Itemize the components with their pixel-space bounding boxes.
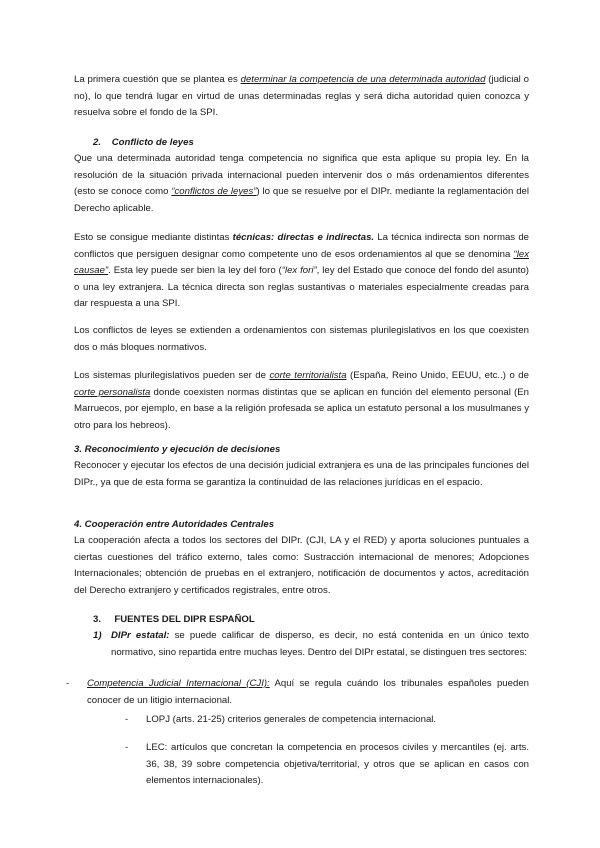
underlined-term: corte territorialista [269, 370, 347, 381]
text: , ley del Estado que conoce del fondo del asunto) o una ley extranjera. La técnica directa son reglas sustantivas o materiales especialmente creadas para dar respuesta a una SPI. [74, 265, 529, 310]
paragraph-cooperacion: La cooperación afecta a todos los sectores del DIPr. (CJI, LA y el RED) y aporta soluciones puntuales a ciertas cuestiones del tráfico externo, tales como: Sustracción internacional de menores; Adopciones Internacionales; obtención de pruebas en el extranjero, notificación de documentos y actos, acreditación del Derecho extranjero y certificados registrales, entre otros. [74, 535, 529, 596]
subsection-number: 1) [93, 630, 102, 641]
paragraph-tecnicas [74, 230, 529, 313]
text: Aquí se regula cuándo los tribunales españoles pueden conocer de un litigio internacional. [87, 678, 529, 706]
section-title: FUENTES DEL DIPR ESPAÑOL [114, 614, 255, 625]
section-number: 2. [93, 137, 102, 148]
subsection-text [111, 628, 529, 661]
section-heading-fuentes [93, 612, 548, 629]
section-heading-conflicto [93, 135, 548, 152]
text: Que una determinada autoridad tenga competencia no significa que esta aplique su propia ley. En la resolución de la situación privada internacional pueden intervenir dos o más ordenamientos diferentes (esto se conoce como [74, 153, 529, 198]
text: donde coexisten normas distintas que se aplican en función del elemento personal (En Marruecos, por ejemplo, en base a la religión profesada se aplica un estatuto personal a los musulmanes y otro para los hebreos). [74, 386, 529, 431]
underlined-term: “conflictos de leyes” [171, 186, 257, 198]
text: (España, Reino Unido, EEUU, etc..) o de [346, 370, 529, 381]
text: (judicial o no), lo que tendrá lugar en virtud de unas determinadas reglas y será dicha autoridad quien conozca y resuelva sobre el fondo de la SPI. [74, 74, 529, 119]
bullet-dash: - [125, 714, 129, 725]
bullet-dash: - [66, 678, 70, 689]
text: La primera cuestión que se plantea es [74, 74, 241, 85]
bold-term: técnicas: directas e indirectas. [232, 232, 375, 243]
section-number: 3. [93, 614, 102, 625]
section-heading-reconocimiento: 3. Reconocimiento y ejecución de decisiones [74, 444, 281, 455]
paragraph-sistemas [74, 368, 529, 434]
section-heading-cooperacion: 4. Cooperación entre Autoridades Centrales [74, 519, 275, 530]
paragraph-plurilegislativos: Los conflictos de leyes se extienden a ordenamientos con sistemas plurilegislativos en los que coexisten dos o más bloques normativos. [74, 325, 529, 353]
italic-term: “lex fori” [281, 265, 317, 277]
bullet-lec: LEC: artículos que concretan la competencia en procesos civiles y mercantiles (ej. arts. 36, 38, 39 sobre competencia objetiva/territorial, y otros que se aplican en casos con elementos internacionales). [146, 742, 529, 787]
text: La técnica indirecta son normas de conflictos que persiguen designar como competente uno de esos ordenamientos al que se denomina [74, 232, 529, 260]
paragraph-reconocimiento: Reconocer y ejecutar los efectos de una decisión judicial extranjera es una de las principales funciones del DIPr., ya que de esta forma se garantiza la continuidad de las relaciones jurídicas en el espacio. [74, 460, 529, 488]
text: . Esta ley puede ser bien la ley del foro ( [108, 265, 282, 277]
text: ) lo que se resuelve por el DIPr. mediante la reglamentación del Derecho aplicable. [74, 186, 529, 214]
underlined-term: determinar la competencia de una determinada autoridad [240, 74, 486, 85]
text: Los sistemas plurilegislativos pueden ser de [74, 370, 270, 381]
paragraph-conflicto [74, 151, 529, 217]
subsection-title: DIPr estatal: [111, 630, 170, 641]
section-title: Conflicto de leyes [111, 137, 194, 148]
bullet-dash: - [125, 742, 129, 753]
subsection-dipr-estatal [93, 628, 529, 661]
underlined-term: “lex causae” [74, 248, 529, 277]
bullet-cji [87, 676, 529, 709]
underlined-term: corte personalista [74, 386, 151, 398]
paragraph-competencia [74, 72, 529, 122]
text: Esto se consigue mediante distintas [74, 232, 233, 243]
bullet-lopj: LOPJ (arts. 21-25) criterios generales de competencia internacional. [146, 714, 437, 725]
text: se puede calificar de disperso, es decir, no está contenida en un único texto normativo, sino repartida entre muchas leyes. Dentro del DIPr estatal, se distinguen tres sectores: [111, 630, 530, 658]
underlined-term: Competencia Judicial Internacional (CJI): [87, 678, 270, 689]
